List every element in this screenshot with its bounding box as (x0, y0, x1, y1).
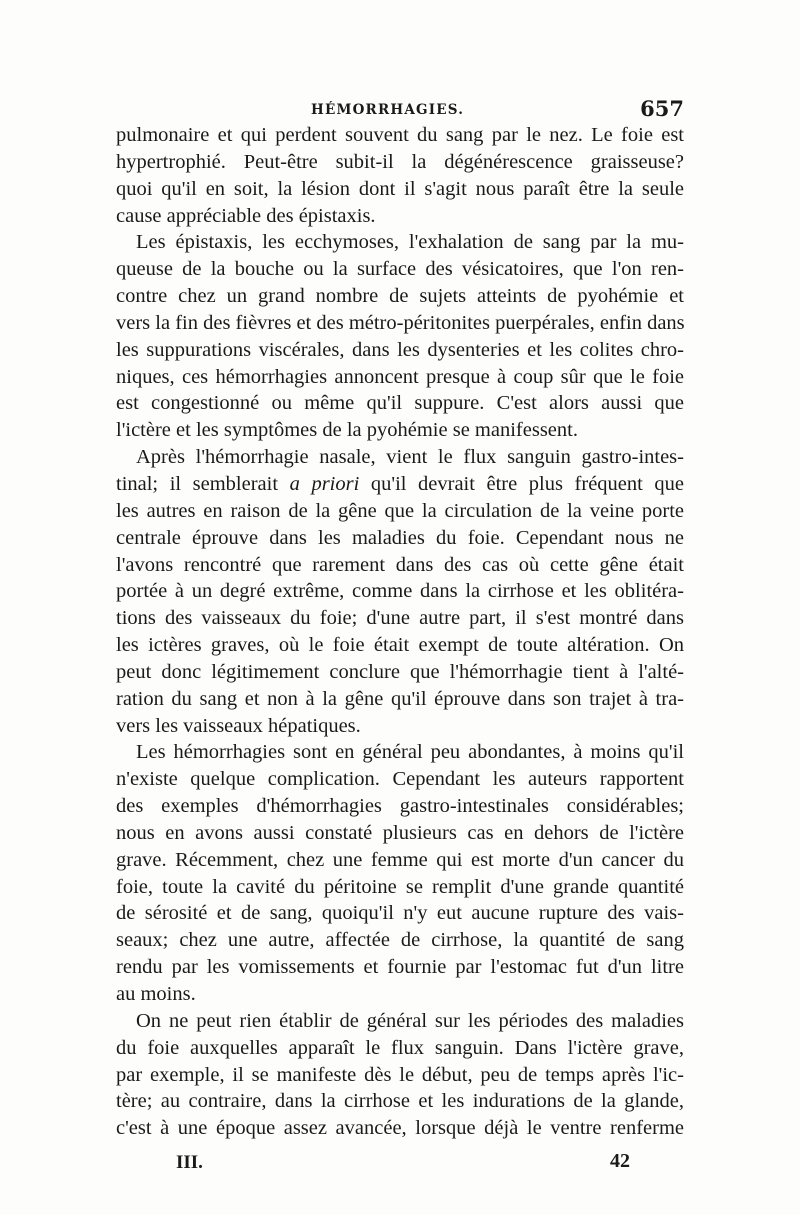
text-line: rendu par les vomissements et fournie par l'estomac fut d'un litre (116, 956, 684, 979)
text-line: hypertrophié. Peut-être subit-il la dégénérescence graisseuse? (116, 150, 684, 173)
text-line: du foie auxquelles apparaît le flux sanguin. Dans l'ictère grave, (116, 1036, 684, 1059)
text-line: queuse de la bouche ou la surface des vésicatoires, que l'on ren- (116, 258, 684, 281)
running-title: HÉMORRHAGIES. (311, 102, 465, 118)
paragraph-3 (116, 444, 684, 739)
text-line: est congestionné ou même qu'il suppure. C'est alors aussi que (116, 392, 684, 415)
text-line: Les hémorrhagies sont en général peu abondantes, à moins qu'il (136, 741, 684, 764)
text-line: peut donc légitimement conclure que l'hémorrhagie tient à l'alté- (116, 660, 684, 683)
text-line: cause appréciable des épistaxis. (116, 204, 376, 227)
text-line: tère; au contraire, dans la cirrhose et les indurations de la glande, (116, 1090, 684, 1113)
text-line: au moins. (116, 983, 196, 1005)
text-line: les ictères graves, où le foie était exempt de toute altération. On (116, 634, 684, 657)
text-line: de sérosité et de sang, quoiqu'il n'y eut aucune rupture des vais- (116, 902, 684, 925)
sheet-number: 42 (610, 1150, 630, 1172)
line-segment: tinal; il semblerait (116, 472, 279, 495)
text-line: Les épistaxis, les ecchymoses, l'exhalation de sang par la mu- (136, 231, 684, 254)
text-line: c'est à une époque assez avancée, lorsque déjà le ventre renferme (116, 1117, 684, 1140)
text-line: Après l'hémorrhagie nasale, vient le flux sanguin gastro-intes- (136, 446, 684, 469)
text-line: foie, toute la cavité du péritoine se remplit d'une grande quantité (116, 875, 684, 898)
paragraph-4 (116, 739, 684, 1007)
paragraph-1 (116, 122, 684, 229)
text-line-with-italic (116, 471, 684, 498)
text-line: grave. Récemment, chez une femme qui est morte d'un cancer du (116, 848, 684, 871)
page-footer (116, 1152, 684, 1182)
text-line: les suppurations viscérales, dans les dysenteries et les colites chro- (116, 338, 684, 361)
text-line: pulmonaire et qui perdent souvent du sang par le nez. Le foie est (116, 124, 684, 146)
text-line: vers la fin des fièvres et des métro-péritonites puerpérales, enfin dans (116, 311, 685, 334)
text-line: ration du sang et non à la gêne qu'il éprouve dans son trajet à tra- (116, 687, 684, 710)
text-line: quoi qu'il en soit, la lésion dont il s'agit nous paraît être la seule (116, 177, 684, 200)
text-line: seaux; chez une autre, affectée de cirrhose, la quantité de sang (116, 929, 684, 952)
text-line: portée à un degré extrême, comme dans la cirrhose et les oblitéra- (116, 580, 684, 603)
text-line: tions des vaisseaux du foie; d'une autre part, il s'est montré dans (116, 607, 684, 630)
text-line: par exemple, il se manifeste dès le début, peu de temps après l'ic- (116, 1063, 684, 1086)
text-line: l'avons rencontré que rarement dans des cas où cette gêne était (116, 553, 684, 576)
italic-phrase: a priori (289, 472, 360, 495)
body-text (116, 122, 684, 1142)
text-line: On ne peut rien établir de général sur les périodes des maladies (136, 1009, 684, 1032)
line-segment: qu'il devrait être plus fréquent que (370, 472, 685, 495)
text-line: centrale éprouve dans les maladies du foie. Cependant nous ne (116, 526, 684, 549)
text-line: nous en avons aussi constaté plusieurs cas en dehors de l'ictère (116, 821, 684, 844)
text-line: des exemples d'hémorrhagies gastro-intestinales considérables; (116, 795, 684, 818)
text-line: contre chez un grand nombre de sujets atteints de pyohémie et (116, 285, 684, 308)
text-line: les autres en raison de la gêne que la circulation de la veine porte (116, 499, 684, 522)
volume-signature: III. (176, 1152, 203, 1173)
text-line: n'existe quelque complication. Cependant les auteurs rapportent (116, 768, 684, 791)
text-line: l'ictère et les symptômes de la pyohémie se manifessent. (116, 419, 578, 442)
page-number: 657 (640, 96, 684, 121)
paragraph-5 (116, 1008, 684, 1142)
text-line: niques, ces hémorrhagies annoncent presque à coup sûr que le foie (116, 365, 684, 388)
paragraph-2 (116, 229, 684, 444)
text-line: vers les vaisseaux hépatiques. (116, 714, 361, 737)
running-header (116, 96, 684, 122)
